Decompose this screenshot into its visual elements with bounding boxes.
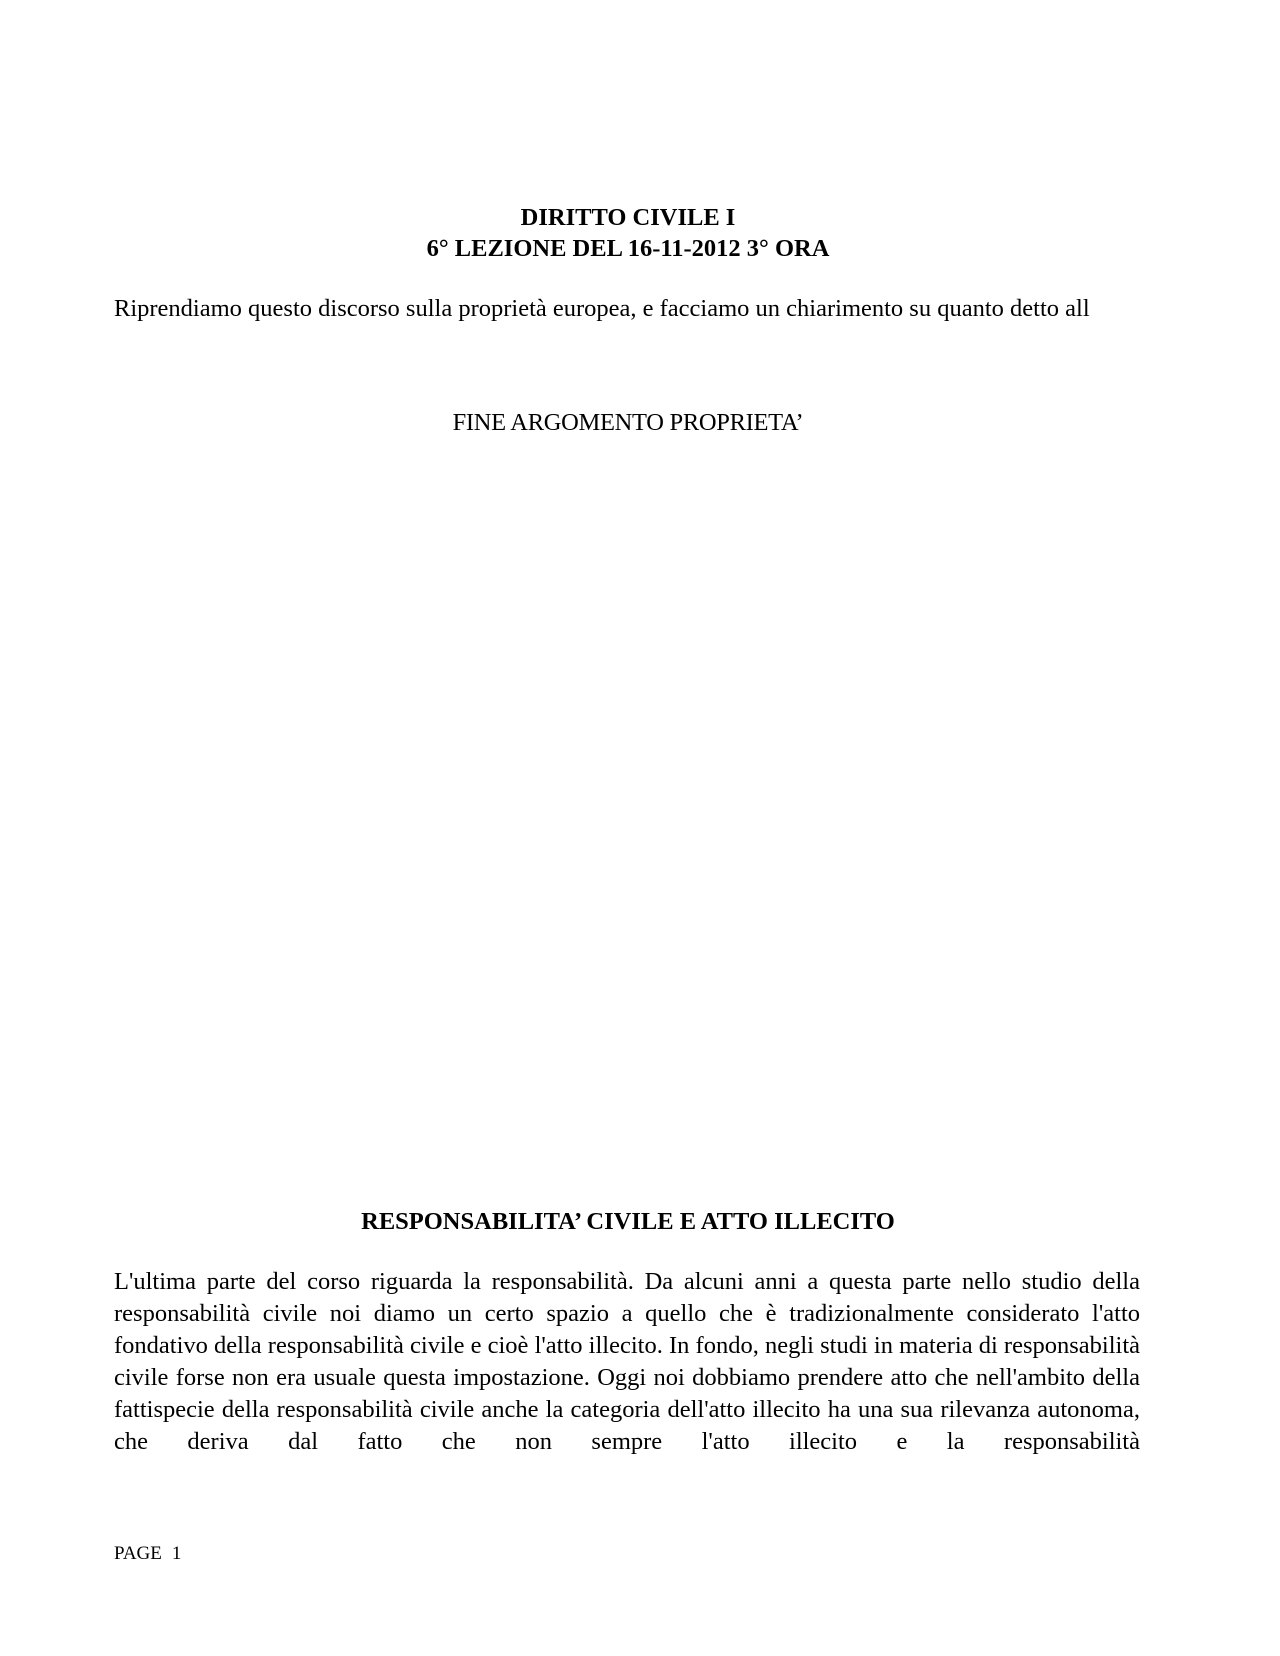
page-footer bbox=[114, 1542, 191, 1566]
section-heading: RESPONSABILITA’ CIVILE E ATTO ILLECITO bbox=[361, 1208, 895, 1235]
page-label: PAGE bbox=[114, 1543, 162, 1564]
body-paragraph: L'ultima parte del corso riguarda la responsabilità. Da alcuni anni a questa parte nello studio della responsabilità civile noi diamo un certo spazio a quello che è tradizionalmente considerato l'atto fondativo della responsabilità civile e cioè l'atto illecito. In fondo, negli studi in materia di responsabilità civile forse non era usuale questa impostazione. Oggi noi dobbiamo prendere atto che nell'ambito della fattispecie della responsabilità civile anche la categoria dell'atto illecito ha una sua rilevanza autonoma, che deriva dal fatto che non sempre l'atto illecito e la responsabilità bbox=[114, 1268, 1140, 1455]
lesson-subtitle: 6° LEZIONE DEL 16-11-2012 3° ORA bbox=[426, 235, 830, 262]
document-title: DIRITTO CIVILE I bbox=[520, 204, 736, 231]
intro-paragraph: Riprendiamo questo discorso sulla proprietà europea, e facciamo un chiarimento su quanto detto all bbox=[114, 295, 1090, 322]
section-end-note: FINE ARGOMENTO PROPRIETA’ bbox=[452, 409, 804, 436]
page-number: 1 bbox=[171, 1543, 182, 1564]
